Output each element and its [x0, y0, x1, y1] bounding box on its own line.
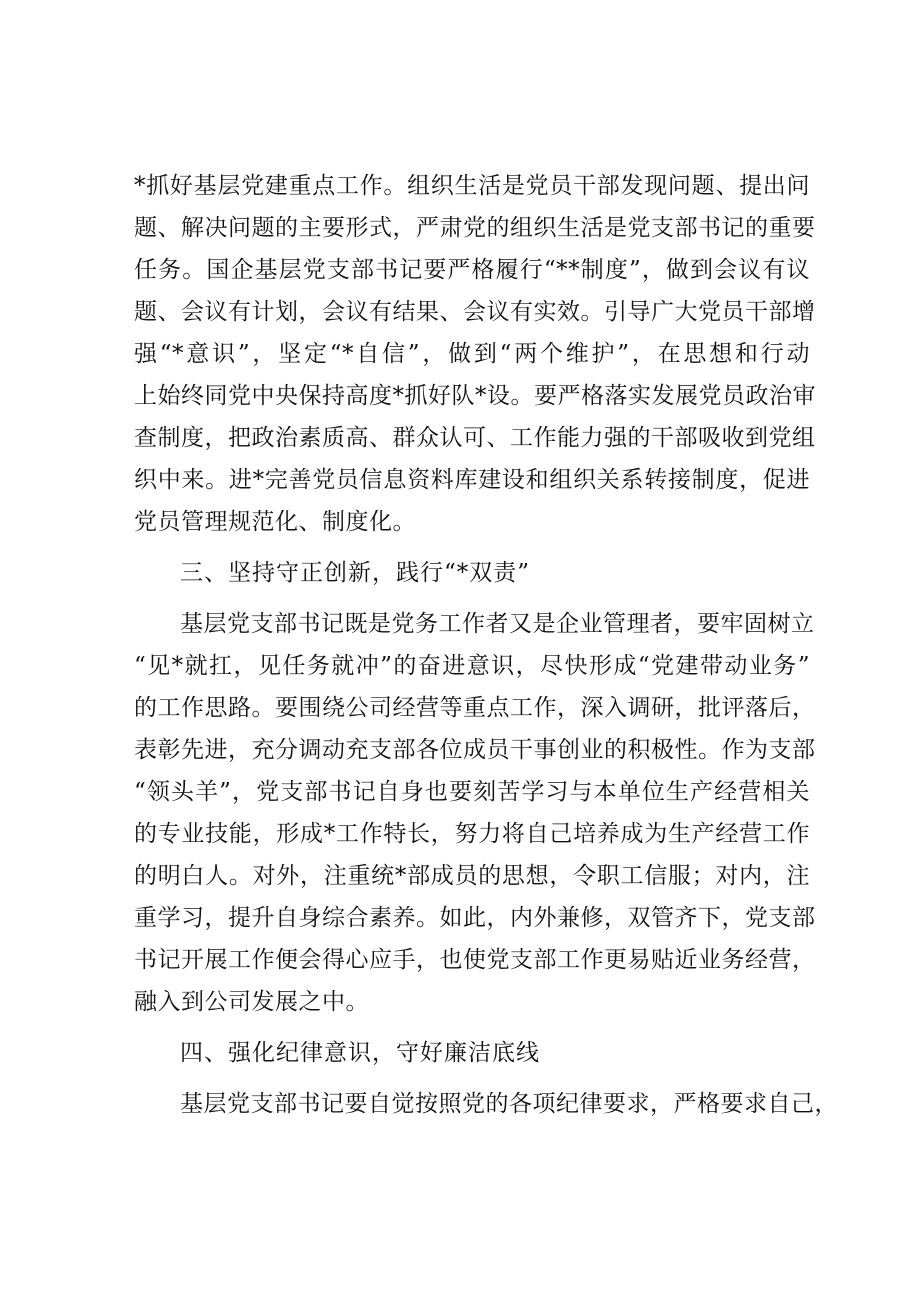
paragraph-line: 的专业技能，形成*工作特长，努力将自己培养成为生产经营工作 [134, 821, 810, 847]
paragraph-line: “见*就扛，见任务就冲”的奋进意识，尽快形成“党建带动业务” [134, 653, 810, 679]
paragraph-line: 基层党支部书记要自觉按照党的各项纪律要求，严格要求自己， [180, 1091, 838, 1117]
paragraph-line: *抓好基层党建重点工作。组织生活是党员干部发现问题、提出问 [134, 173, 810, 199]
paragraph-line: 强“*意识”，坚定“*自信”，做到“两个维护”，在思想和行动 [134, 341, 810, 367]
paragraph-line: 任务。国企基层党支部书记要严格履行“**制度”，做到会议有议 [134, 257, 810, 283]
paragraph-line: 重学习，提升自身综合素养。如此，内外兼修，双管齐下，党支部 [134, 905, 816, 931]
section-heading-3: 三、坚持守正创新，践行“*双责” [180, 560, 531, 586]
paragraph-line: “领头羊”，党支部书记自身也要刻苦学习与本单位生产经营相关 [134, 779, 810, 805]
paragraph-line: 题、会议有计划，会议有结果、会议有实效。引导广大党员干部增 [134, 299, 816, 325]
paragraph-line: 查制度，把政治素质高、群众认可、工作能力强的干部吸收到党组 [134, 425, 816, 451]
paragraph-line: 上始终同党中央保持高度*抓好队*设。要严格落实发展党员政治审 [134, 383, 816, 409]
paragraph-line: 党员管理规范化、制度化。 [134, 509, 416, 535]
paragraph-line: 表彰先进，充分调动充支部各位成员干事创业的积极性。作为支部 [134, 737, 816, 763]
paragraph-line: 织中来。进*完善党员信息资料库建设和组织关系转接制度，促进 [134, 467, 810, 493]
paragraph-line: 题、解决问题的主要形式，严肃党的组织生活是党支部书记的重要 [134, 215, 816, 241]
paragraph-line: 基层党支部书记既是党务工作者又是企业管理者，要牢固树立 [180, 611, 815, 637]
paragraph-line: 书记开展工作便会得心应手，也使党支部工作更易贴近业务经营， [134, 947, 816, 973]
paragraph-line: 的工作思路。要围绕公司经营等重点工作，深入调研，批评落后， [134, 695, 816, 721]
paragraph-line: 融入到公司发展之中。 [134, 989, 369, 1015]
section-heading-4: 四、强化纪律意识，守好廉洁底线 [180, 1040, 540, 1066]
paragraph-line: 的明白人。对外，注重统*部成员的思想，令职工信服；对内，注 [134, 863, 810, 889]
